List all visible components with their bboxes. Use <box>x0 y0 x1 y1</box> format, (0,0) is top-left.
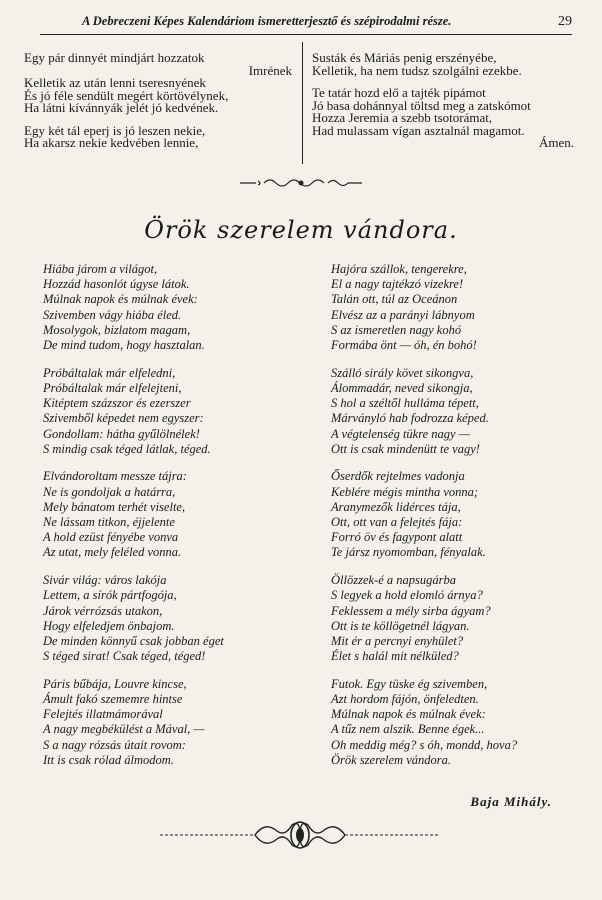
poem-line: Azt hordom fájón, önfeledten. <box>331 692 479 707</box>
text-line: Hozza Jeremia a szebb tsotorámat, <box>312 110 493 125</box>
poem-stanza <box>43 262 298 353</box>
poem-author: Baja Mihály. <box>470 794 552 809</box>
poem-stanza <box>43 573 298 664</box>
poem-line: Formába önt — óh, én bohó! <box>331 338 477 353</box>
end-ornament-icon <box>160 818 440 852</box>
poem-line: Itt is csak rólad álmodom. <box>43 752 174 767</box>
poem-stanza <box>331 469 581 560</box>
poem-line: S legyek a hold elomló árnya? <box>331 588 483 603</box>
poem-line: S hol a széltől hulláma tépett, <box>331 396 479 411</box>
text-line: Imrének <box>248 62 292 78</box>
text-line: Susták és Máriás penig erszényébe, <box>312 50 497 65</box>
poem-line: Ott is te köllögetnél lágyan. <box>331 618 470 633</box>
poem-line: Talán ott, túl az Oceánon <box>331 292 458 307</box>
top-right-column <box>312 52 574 150</box>
text-line: Ámen. <box>538 135 574 150</box>
poem-line: Futok. Egy tüske ég szivemben, <box>331 676 488 691</box>
poem-line: Ne lássam titkon, éjjelente <box>43 515 175 530</box>
poem-stanza <box>331 262 581 353</box>
text-line: Egy két tál eperj is jó leszen nekie, <box>24 122 206 138</box>
poem-line: Felejtés illatmámorával <box>43 707 163 722</box>
poem-stanza <box>43 677 298 768</box>
poem-line: Öllözzek-é a napsugárba <box>331 573 456 588</box>
poem-line: Forró öv és fagypont alatt <box>331 530 463 545</box>
poem-left-column <box>43 262 298 781</box>
poem-line: S az ismeretlen nagy kohó <box>331 322 462 337</box>
poem-line: Hozzád hasonlót úgyse látok. <box>43 277 190 292</box>
text-line: Kelletik az után lenni tseresnyének <box>24 75 206 90</box>
text-line: Egy pár dinnyét mindjárt hozzatok <box>24 50 205 65</box>
poem-line: Álommadár, neved sikongja, <box>331 380 473 395</box>
poem-line: Márványló hab fodrozza képed. <box>331 411 489 426</box>
poem-line: Mit ér a percnyi enyhület? <box>331 633 464 648</box>
poem-line: Oh meddig még? s óh, mondd, hova? <box>331 737 518 752</box>
text-line: És jó féle sendült megért körtövélynek, <box>24 87 229 103</box>
poem-line: De minden könnyű csak jobban éget <box>43 633 224 648</box>
text-line: Te tatár hozd elő a tajték pipámot <box>312 85 486 100</box>
poem-stanza <box>43 366 298 457</box>
poem-line: A tűz nem alszik. Benne égek... <box>331 722 485 737</box>
poem-stanza <box>331 573 581 664</box>
poem-line: Múlnak napok és múlnak évek: <box>43 292 198 307</box>
poem-right-column <box>331 262 581 781</box>
poem-line: Sivár világ: város lakója <box>43 573 167 588</box>
poem-line: Ott is csak mindenütt te vagy! <box>331 441 480 456</box>
poem-line: A végtelenség tükre nagy — <box>331 426 470 441</box>
poem-line: Örök szerelem vándora. <box>331 752 452 767</box>
poem-line: Hiába járom a világot, <box>43 262 158 276</box>
poem-line: Szivemből képedet nem egyszer: <box>43 411 204 426</box>
poem-line: Múlnak napok és múlnak évek: <box>331 707 486 722</box>
poem-line: Elvész az a parányi lábnyom <box>331 307 475 322</box>
header-title: A Debreczeni Képes Kalendáriom ismeretterjesztő és szépirodalmi része. <box>82 14 452 28</box>
poem-line: Próbáltalak már elfelejteni, <box>43 380 182 395</box>
poem-line: Kitéptem százszor és ezerszer <box>43 396 191 411</box>
poem-line: Ne is gondoljak a határra, <box>43 484 176 499</box>
poem-line: Élet s halál mit nélküled? <box>331 649 459 664</box>
text-line: Had mulassam vígan asztalnál magamot. <box>312 122 525 138</box>
poem-line: S mindig csak téged látlak, téged. <box>43 441 211 456</box>
running-header <box>40 14 572 35</box>
page-number: 29 <box>558 14 572 29</box>
poem-stanza <box>43 469 298 560</box>
poem-line: Ámult fakó szememre hintse <box>43 692 183 707</box>
poem-line: Feklessem a mély sirba ágyam? <box>331 603 491 618</box>
poem-line: S téged sirat! Csak téged, téged! <box>43 649 206 664</box>
poem-line: Keblére mégis mintha vonna; <box>331 484 479 499</box>
text-line: Ha akarsz nekie kedvében lennie, <box>24 135 199 150</box>
poem-line: Gondollam: hátha gyűlölnélek! <box>43 426 200 441</box>
poem-line: Mosolygok, bizlatom magam, <box>43 322 191 337</box>
ornament-divider-icon <box>236 176 366 190</box>
text-line: Jó basa dohánnyal töltsd meg a zatskómot <box>312 97 531 113</box>
poem-line: Mely bánatom terhét viselte, <box>43 499 186 514</box>
poem-stanza <box>331 677 581 768</box>
top-left-column <box>24 52 292 150</box>
poem-line: Őserdők rejtelmes vadonja <box>331 469 465 484</box>
poem-line: Próbáltalak már elfeledni, <box>43 365 176 380</box>
poem-line: Lettem, a sírók pártfogója, <box>43 588 177 603</box>
poem-line: A hold ezüst fényébe vonva <box>43 530 179 545</box>
poem-line: S a nagy rózsás útait rovom: <box>43 737 186 752</box>
column-divider <box>302 42 303 164</box>
poem-line: Páris bűbája, Louvre kincse, <box>43 676 187 691</box>
poem-line: Járok vérrózsás utakon, <box>43 603 163 618</box>
text-line: Ha látni kívánnyák jelét jó kedvének. <box>24 100 219 115</box>
poem-line: Aranymezők lidérces tája, <box>331 499 461 514</box>
text-line: Kelletik, ha nem tudsz szolgálni ezekbe. <box>312 62 522 78</box>
poem-line: Ott, ott van a felejtés fája: <box>331 515 463 530</box>
poem-line: El a nagy tajtékzó vizekre! <box>331 277 464 292</box>
poem-line: Te jársz nyomomban, fényalak. <box>331 545 486 560</box>
poem-line: Elvándoroltam messze tájra: <box>43 469 187 484</box>
poem-line: Az utat, mely feléled vonna. <box>43 545 182 560</box>
poem-line: De mind tudom, hogy hasztalan. <box>43 338 205 353</box>
poem-line: Hogy elfeledjem önbajom. <box>43 618 175 633</box>
poem-stanza <box>331 366 581 457</box>
poem-line: A nagy megbékülést a Mával, — <box>43 722 205 737</box>
poem-line: Szivemben vágy hiába éled. <box>43 307 182 322</box>
poem-line: Hajóra szállok, tengerekre, <box>331 262 467 276</box>
poem-line: Szálló sirály követ sikongva, <box>331 365 474 380</box>
poem-title: Örök szerelem vándora. <box>144 216 458 244</box>
